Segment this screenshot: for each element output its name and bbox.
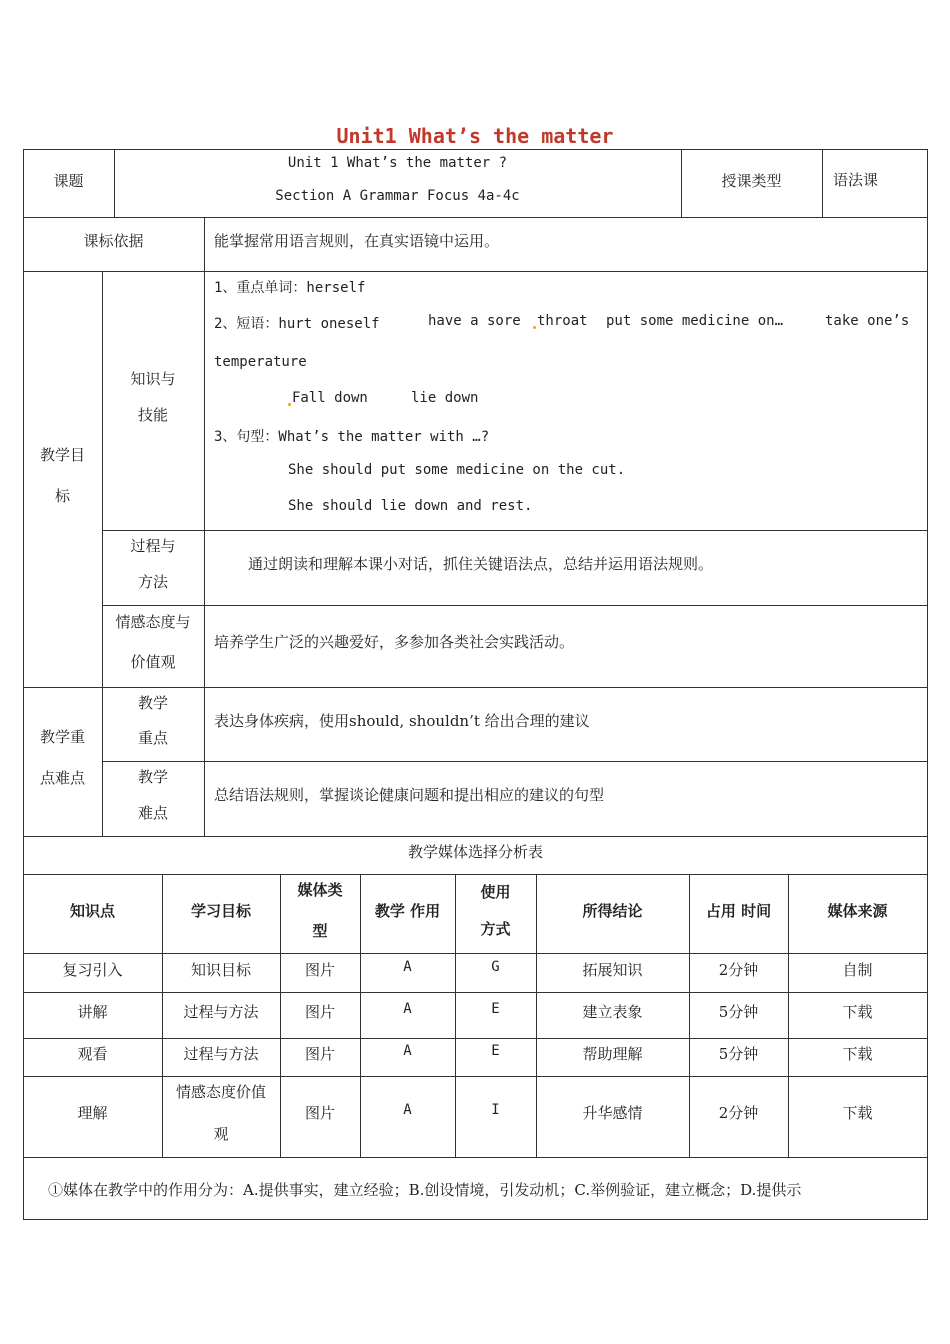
knowledge-line-4b: lie down — [411, 390, 479, 406]
header-usage-1: 使用 — [480, 883, 511, 901]
cell-role: A — [403, 1001, 412, 1017]
topic-line2: Section A Grammar Focus 4a-4c — [275, 188, 520, 204]
media-table-title: 教学媒体选择分析表 — [407, 843, 543, 861]
cell-usage: I — [491, 1102, 500, 1118]
knowledge-line-2d: put some medicine on… — [606, 313, 784, 329]
knowledge-line-3: temperature — [214, 354, 307, 370]
cell-usage: E — [491, 1001, 500, 1017]
basis-label: 课标依据 — [83, 232, 144, 250]
cell-role: A — [403, 959, 412, 975]
header-source: 媒体来源 — [827, 902, 888, 920]
highlight-mark — [288, 403, 291, 406]
cell-media-type: 图片 — [304, 1045, 335, 1063]
cell-knowledge-point: 复习引入 — [62, 961, 123, 979]
keypoints-label-1: 教学重 — [39, 728, 85, 746]
cell-learning-goal: 过程与方法 — [183, 1003, 259, 1021]
emotion-text: 培养学生广泛的兴趣爱好，多参加各类社会实践活动。 — [214, 633, 575, 651]
cell-usage: E — [491, 1043, 500, 1059]
cell-role: A — [403, 1043, 412, 1059]
keypoints-label-2: 点难点 — [39, 769, 85, 787]
cell-source: 下载 — [842, 1104, 873, 1122]
knowledge-line-6: She should put some medicine on the cut. — [288, 462, 626, 478]
cell-learning-goal-cont: 观 — [213, 1125, 229, 1143]
cell-learning-goal: 过程与方法 — [183, 1045, 259, 1063]
emotion-label-1: 情感态度与 — [115, 613, 191, 631]
cell-time: 2分钟 — [718, 961, 759, 979]
cell-source: 自制 — [842, 961, 873, 979]
knowledge-line-2e: take one’s — [825, 313, 910, 329]
goals-label-2: 标 — [54, 487, 70, 505]
topic-line1: Unit 1 What’s the matter ? — [287, 155, 508, 171]
process-text: 通过朗读和理解本课小对话，抓住关键语法点，总结并运用语法规则。 — [248, 555, 714, 573]
knowledge-line-4a: Fall down — [288, 390, 368, 406]
header-usage-2: 方式 — [480, 920, 511, 938]
header-media-type-2: 型 — [312, 922, 328, 940]
cell-conclusion: 拓展知识 — [582, 961, 643, 979]
knowledge-line-2a: 2、短语：hurt oneself — [214, 316, 380, 332]
cell-time: 5分钟 — [718, 1045, 759, 1063]
focus-label-2: 重点 — [137, 729, 168, 747]
cell-media-type: 图片 — [304, 961, 335, 979]
cell-role: A — [403, 1102, 412, 1118]
cell-source: 下载 — [842, 1003, 873, 1021]
focus-text: 表达身体疾病，使用should, shouldn’t 给出合理的建议 — [214, 712, 590, 730]
header-teaching-role: 教学 作用 — [374, 902, 441, 920]
process-label-1: 过程与 — [130, 537, 176, 555]
knowledge-line-2b: have a sore — [428, 313, 521, 329]
cell-knowledge-point: 讲解 — [77, 1003, 108, 1021]
difficulty-label-2: 难点 — [137, 804, 168, 822]
difficulty-text: 总结语法规则，掌握谈论健康问题和提出相应的建议的句型 — [214, 786, 605, 804]
header-conclusion: 所得结论 — [582, 902, 643, 920]
knowledge-label-2: 技能 — [137, 406, 168, 424]
difficulty-label-1: 教学 — [137, 768, 168, 786]
cell-media-type: 图片 — [304, 1003, 335, 1021]
knowledge-line-5: 3、句型：What’s the matter with …? — [214, 429, 490, 445]
cell-knowledge-point: 观看 — [77, 1045, 108, 1063]
cell-usage: G — [491, 959, 500, 975]
cell-source: 下载 — [842, 1045, 873, 1063]
type-label: 授课类型 — [721, 172, 782, 190]
header-knowledge-point: 知识点 — [69, 902, 115, 920]
emotion-label-2: 价值观 — [130, 653, 176, 671]
cell-learning-goal: 情感态度价值 — [175, 1083, 266, 1101]
document-title: Unit1 What’s the matter — [336, 124, 614, 148]
header-time: 占用 时间 — [705, 902, 772, 920]
cell-conclusion: 升华感情 — [582, 1104, 643, 1122]
cell-time: 5分钟 — [718, 1003, 759, 1021]
header-media-type-1: 媒体类 — [297, 881, 343, 899]
goals-label-1: 教学目 — [39, 446, 85, 464]
knowledge-line-7: She should lie down and rest. — [288, 498, 533, 514]
focus-label-1: 教学 — [137, 694, 168, 712]
topic-label: 课题 — [53, 172, 84, 190]
process-label-2: 方法 — [137, 573, 168, 591]
basis-text: 能掌握常用语言规则，在真实语镜中运用。 — [214, 232, 500, 250]
header-learning-goal: 学习目标 — [190, 902, 251, 920]
knowledge-line-2c: throat — [533, 313, 588, 329]
cell-learning-goal: 知识目标 — [190, 961, 251, 979]
highlight-mark — [533, 326, 536, 329]
cell-knowledge-point: 理解 — [77, 1104, 108, 1122]
knowledge-line-1: 1、重点单词：herself — [214, 280, 366, 296]
cell-conclusion: 建立表象 — [582, 1003, 643, 1021]
type-value: 语法课 — [833, 171, 879, 189]
knowledge-label-1: 知识与 — [130, 370, 176, 388]
media-role-note: ①媒体在教学中的作用分为：A.提供事实，建立经验；B.创设情境，引发动机；C.举例验证，建立概念；D.提供示 — [48, 1181, 802, 1199]
cell-media-type: 图片 — [304, 1104, 335, 1122]
cell-conclusion: 帮助理解 — [582, 1045, 643, 1063]
cell-time: 2分钟 — [718, 1104, 759, 1122]
